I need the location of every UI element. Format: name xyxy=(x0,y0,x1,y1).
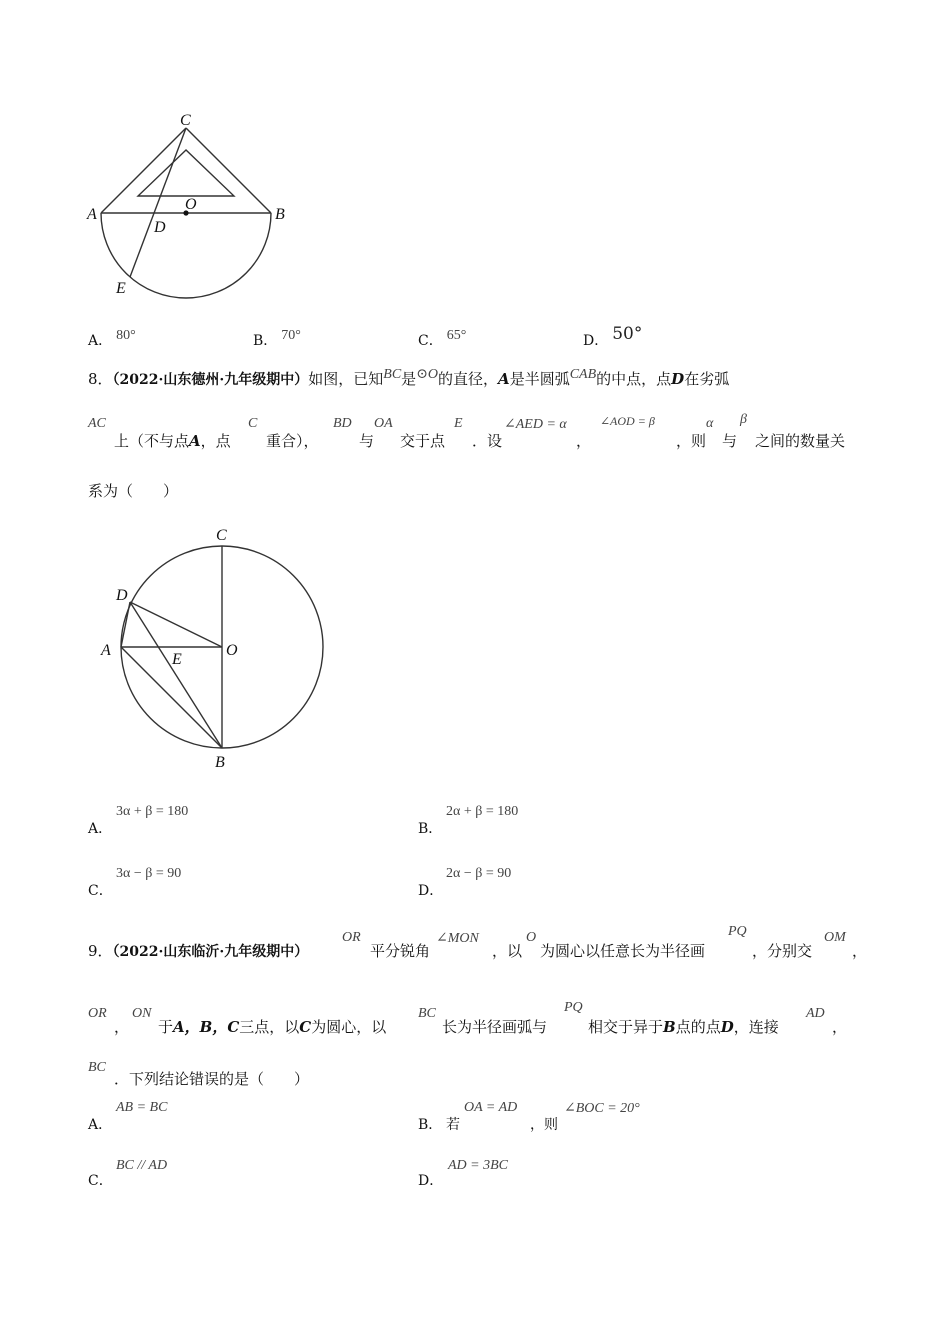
q8-source: （2022·山东德州·九年级期中） xyxy=(112,372,309,388)
option-value: 3α + β = 180 xyxy=(116,804,189,819)
option-label: A． xyxy=(88,821,113,837)
option-value: 2α + β = 180 xyxy=(446,804,519,819)
option-label: B． xyxy=(418,1117,443,1133)
q9-stem-line-3: BC ．下列结论错误的是（ ） xyxy=(88,1060,310,1088)
q9-source: （2022·山东临沂·九年级期中） xyxy=(112,944,309,960)
q8-option-d[interactable] xyxy=(418,866,718,898)
q8-label-e: E xyxy=(172,651,182,668)
q7-side-ca xyxy=(101,128,186,213)
option-value: 70° xyxy=(281,328,301,343)
q8-label-d: D xyxy=(116,587,128,604)
option-label: D． xyxy=(583,333,609,349)
q7-option-c[interactable] xyxy=(418,330,466,350)
option-value: 2α − β = 90 xyxy=(446,866,512,881)
q9-number: 9． xyxy=(88,942,113,960)
q7-semicircle-arc xyxy=(101,213,271,298)
q7-inner-triangle xyxy=(138,150,234,196)
q7-figure xyxy=(80,105,300,305)
q9-option-d[interactable] xyxy=(418,1158,718,1190)
q9-option-c[interactable] xyxy=(88,1158,388,1190)
q8-option-b[interactable] xyxy=(418,804,718,836)
q7-label-c: C xyxy=(180,112,191,129)
q7-label-e: E xyxy=(116,280,126,297)
option-label: C． xyxy=(88,1173,113,1189)
q7-option-d[interactable] xyxy=(583,324,643,350)
q8-label-o: O xyxy=(226,642,238,659)
q7-option-b[interactable] xyxy=(253,330,301,350)
q8-stem-line-2: AC 上（不与点A，点 C 重合）， BD 与 OA 交于点 E ．设 ∠AED = α ， ∠AOD = β ，则 α 与 β 之间的数量关 xyxy=(88,412,846,450)
q7-label-d: D xyxy=(154,219,166,236)
q8-label-c: C xyxy=(216,527,227,544)
q8-segment-da xyxy=(121,602,130,647)
option-value: AB = BC xyxy=(116,1100,168,1115)
option-value-2: ∠BOC = 20° xyxy=(564,1101,640,1116)
q7-line-ce xyxy=(130,128,186,277)
option-label: A． xyxy=(88,1117,113,1133)
option-label: D． xyxy=(418,1173,444,1189)
option-mid: ，则 xyxy=(530,1117,558,1133)
q8-option-a[interactable] xyxy=(88,804,388,836)
option-value: AD = 3BC xyxy=(448,1158,508,1173)
option-label: D． xyxy=(418,883,444,899)
option-value: 50° xyxy=(612,324,643,344)
option-label: B． xyxy=(418,821,443,837)
q7-option-a[interactable] xyxy=(88,330,136,350)
option-value-1: OA = AD xyxy=(464,1100,518,1115)
q7-side-cb xyxy=(186,128,271,213)
q8-label-a: A xyxy=(101,642,111,659)
q9-stem-line-1: 9．（2022·山东临沂·九年级期中） OR 平分锐角 ∠MON ，以 O 为圆心以任意长为半径画 PQ ，分别交 OM ， xyxy=(88,924,868,960)
option-label: C． xyxy=(418,333,443,349)
option-label: C． xyxy=(88,883,113,899)
q8-stem-line-3: 系为（ ） xyxy=(88,482,179,500)
q7-label-o: O xyxy=(185,196,197,213)
option-label: A． xyxy=(88,333,113,349)
option-value: 3α − β = 90 xyxy=(116,866,182,881)
option-pre: 若 xyxy=(446,1117,460,1133)
q7-label-b: B xyxy=(275,206,285,223)
q8-number: 8． xyxy=(88,370,113,388)
q8-stem-line-1: 8．（2022·山东德州·九年级期中）如图，已知BC是⊙O的直径，A是半圆弧CAB的中点，点D在劣弧 xyxy=(88,367,730,388)
option-value: BC // AD xyxy=(116,1158,168,1173)
q9-option-b[interactable] xyxy=(418,1100,818,1132)
option-label: B． xyxy=(253,333,278,349)
q9-stem-line-2: OR ， ON 于A，B，C三点，以C为圆心，以 BC 长为半径画弧与 PQ 相交于异于B点的点D，连接 AD ， xyxy=(88,1000,848,1036)
q7-label-a: A xyxy=(87,206,97,223)
q8-option-c[interactable] xyxy=(88,866,388,898)
q8-figure xyxy=(95,520,335,775)
q8-label-b: B xyxy=(215,754,225,771)
option-value: 65° xyxy=(446,328,467,343)
q9-option-a[interactable] xyxy=(88,1100,388,1132)
option-value: 80° xyxy=(116,328,136,343)
